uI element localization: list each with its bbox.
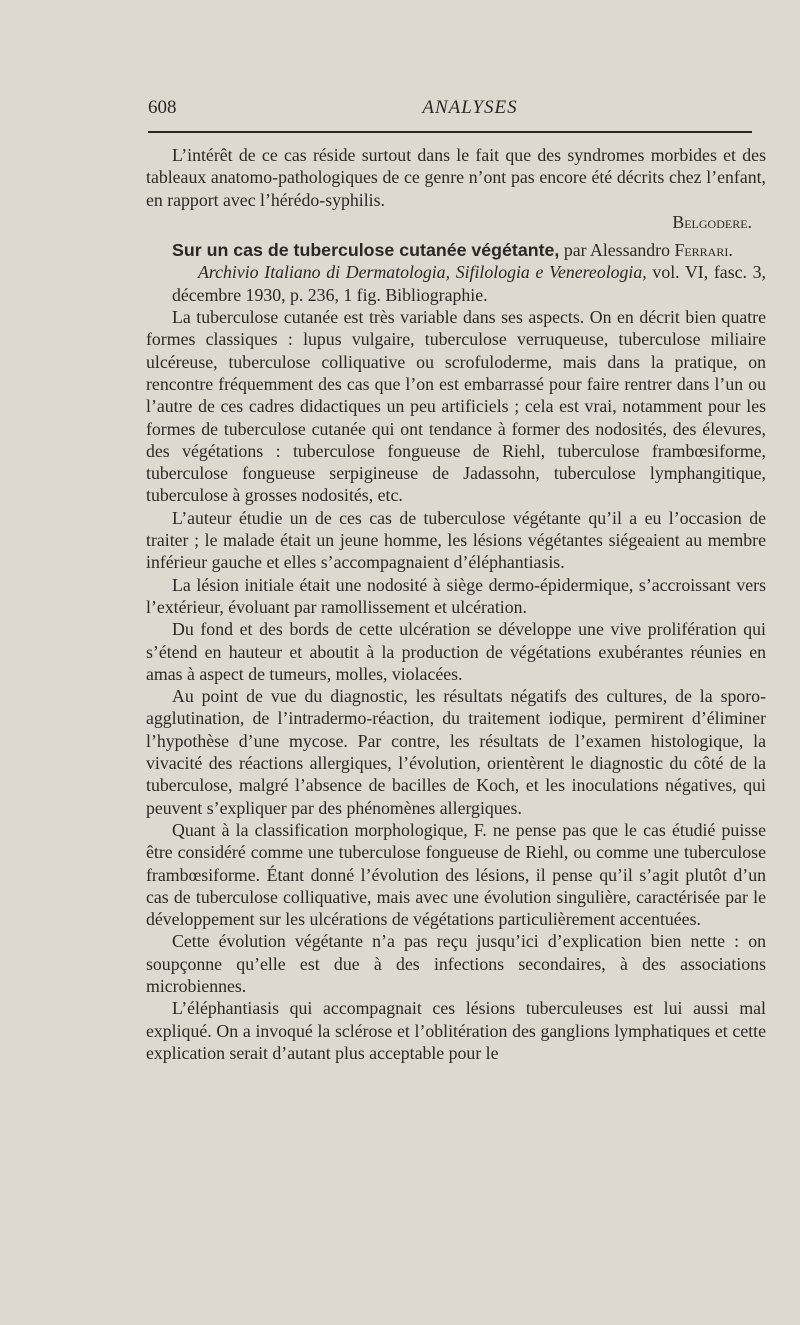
citation-title-line [146,239,766,261]
intro-signature: Belgodere. [672,211,752,232]
paragraph-6: Quant à la classification morphologique, F. ne pense pas que le cas étudié puisse être considéré comme une tuberculose fongueuse de Riehl, ou comme une tuberculose frambœsiforme. Étant donné l’évolution des lésions, il pense qu’il s’agit plutôt d’un cas de tuberculose colliquative, mais avec une évolution singulière, caractérisée par le développement sur les ulcérations de végétations particulièrement accentuées. [146,819,766,930]
paragraph-1: La tuberculose cutanée est très variable dans ses aspects. On en décrit bien quatre formes classiques : lupus vulgaire, tuberculose verruqueuse, tuberculose miliaire ulcéreuse, tuberculose colliquative ou scrofuloderme, mais dans la pratique, on rencontre fréquemment des cas que l’on est embarrassé pour faire rentrer dans l’un ou l’autre de ces cadres didactiques un peu artificiels ; cela est vrai, notamment pour les formes de tuberculose cutanée qui ont tendance à former des nodosités, des élevures, des végétations : tuberculose fongueuse de Riehl, tuberculose frambœsiforme, tuberculose fongueuse serpigineuse de Jadassohn, tuberculose lymphangitique, tuberculose à grosses nodosités, etc. [146,307,766,506]
page-body [146,144,766,1064]
header-rule [148,131,752,133]
paragraph-3: La lésion initiale était une nodosité à siège dermo-épidermique, s’accroissant vers l’extérieur, évoluant par ramollissement et ulcération. [146,574,766,617]
intro-paragraph: L’intérêt de ce cas réside surtout dans le fait que des syndromes morbides et des tableaux anatomo-pathologiques de ce genre n’ont pas encore été décrits chez l’enfant, en rapport avec l’hérédo-syphilis. [146,145,766,210]
paragraph-2: L’auteur étudie un de ces cas de tuberculose végétante qu’il a eu l’occasion de traiter ; le malade était un jeune homme, les lésions végétantes siégeaient au membre inférieur gauche et elles s’accompagnaient d’éléphantiasis. [146,507,766,573]
paragraph-5: Au point de vue du diagnostic, les résultats négatifs des cultures, de la sporo-agglutination, de l’intradermo-réaction, du traitement iodique, permirent d’éliminer l’hypothèse d’une mycose. Par contre, les résultats de l’examen histologique, la vivacité des réactions allergiques, l’évolution, orientèrent le diagnostic du côté de la tuberculose, malgré l’absence de bacilles de Koch, et les inoculations négatives, qui peuvent s’expliquer par des phénomènes allergiques. [146,686,766,818]
running-title: ANALYSES [422,97,518,118]
citation-journal-line [146,261,766,306]
article-citation [146,239,766,306]
article-journal: Archivio Italiano di Dermatologia, Sifilologia e Venereologia, [198,262,647,283]
page-number: 608 [148,97,177,118]
page-header [148,97,752,123]
article-author: Ferrari. [674,240,733,261]
article-title: Sur un cas de tuberculose cutanée végétante, [172,240,560,261]
article-details: fasc. 3, décembre 1930, p. 236, 1 fig. Bibliographie. [172,262,766,305]
article-by: par Alessandro [563,240,670,261]
paragraph-8: L’éléphantiasis qui accompagnait ces lésions tuberculeuses est lui aussi mal expliqué. On a invoqué la sclérose et l’oblitération des ganglions lymphatiques et cette explication serait d’autant plus acceptable pour le [146,998,766,1063]
article-volume: vol. VI, [652,262,709,283]
paragraph-4: Du fond et des bords de cette ulcération se développe une vive prolifération qui s’étend en hauteur et aboutit à la production de végétations exubérantes réunies en amas à aspect de tumeurs, molles, violacées. [146,619,766,684]
paragraph-7: Cette évolution végétante n’a pas reçu jusqu’ici d’explication bien nette : on soupçonne qu’elle est due à des infections secondaires, à des associations microbiennes. [146,931,766,996]
